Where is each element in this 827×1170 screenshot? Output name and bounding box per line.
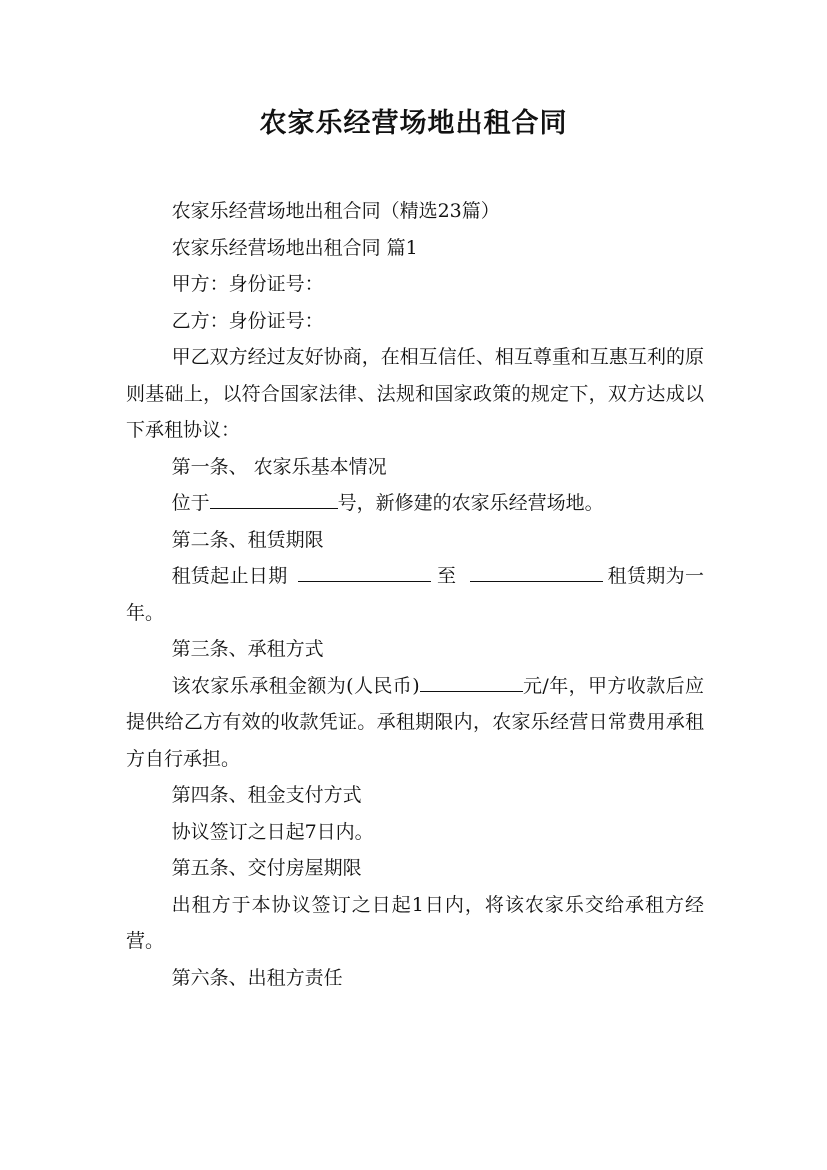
- handover-paragraph: 出租方于本协议签订之日起1日内，将该农家乐交给承租方经营。: [126, 893, 704, 952]
- location-before-text: 位于: [171, 492, 210, 514]
- lease-period-text: 租赁期为一年。: [126, 565, 704, 624]
- lease-start-label: 租赁起止日期: [171, 565, 288, 587]
- clause-one-location: [126, 485, 704, 522]
- clause-three-heading: 第三条、承租方式: [171, 638, 324, 660]
- rent-amount-after-text: 元/年，甲方收款后应提供给乙方有效的收款凭证。承租期限内，农家乐经营日常费用承租方自行承担。: [126, 674, 704, 770]
- location-after-text: 号，新修建的农家乐经营场地。: [337, 492, 604, 514]
- lease-period-paragraph: [126, 558, 704, 631]
- paragraph-article-number: 农家乐经营场地出租合同 篇1: [171, 236, 418, 259]
- paragraph-agreement-intro: 甲乙双方经过友好协商，在相互信任、相互尊重和互惠互利的原则基础上，以符合国家法律、法规和国家政策的规定下，双方达成以下承租协议：: [126, 346, 704, 441]
- clause-four-heading: 第四条、租金支付方式: [171, 784, 362, 806]
- lease-start-blank: [298, 561, 431, 582]
- paragraph-party-b: 乙方：身份证号：: [171, 309, 324, 332]
- clause-two-heading: 第二条、租赁期限: [171, 528, 324, 551]
- lease-end-blank: [470, 561, 603, 582]
- document-body: [126, 193, 704, 996]
- document-title: 农家乐经营场地出租合同: [259, 108, 568, 139]
- clause-five-heading: 第五条、交付房屋期限: [171, 857, 362, 879]
- lease-to-text: 至: [436, 565, 457, 587]
- location-blank: [210, 488, 338, 509]
- rent-amount-before-text: 该农家乐承租金额为(人民币): [171, 674, 420, 697]
- payment-time-paragraph: 协议签订之日起7日内。: [171, 820, 374, 843]
- paragraph-selection-count: 农家乐经营场地出租合同（精选23篇）: [171, 200, 500, 222]
- clause-one-heading: 第一条、 农家乐基本情况: [171, 455, 387, 478]
- rent-amount-paragraph: [126, 668, 704, 778]
- rent-amount-blank: [420, 671, 523, 692]
- clause-six-heading: 第六条、出租方责任: [171, 966, 343, 989]
- paragraph-party-a: 甲方：身份证号：: [171, 273, 324, 295]
